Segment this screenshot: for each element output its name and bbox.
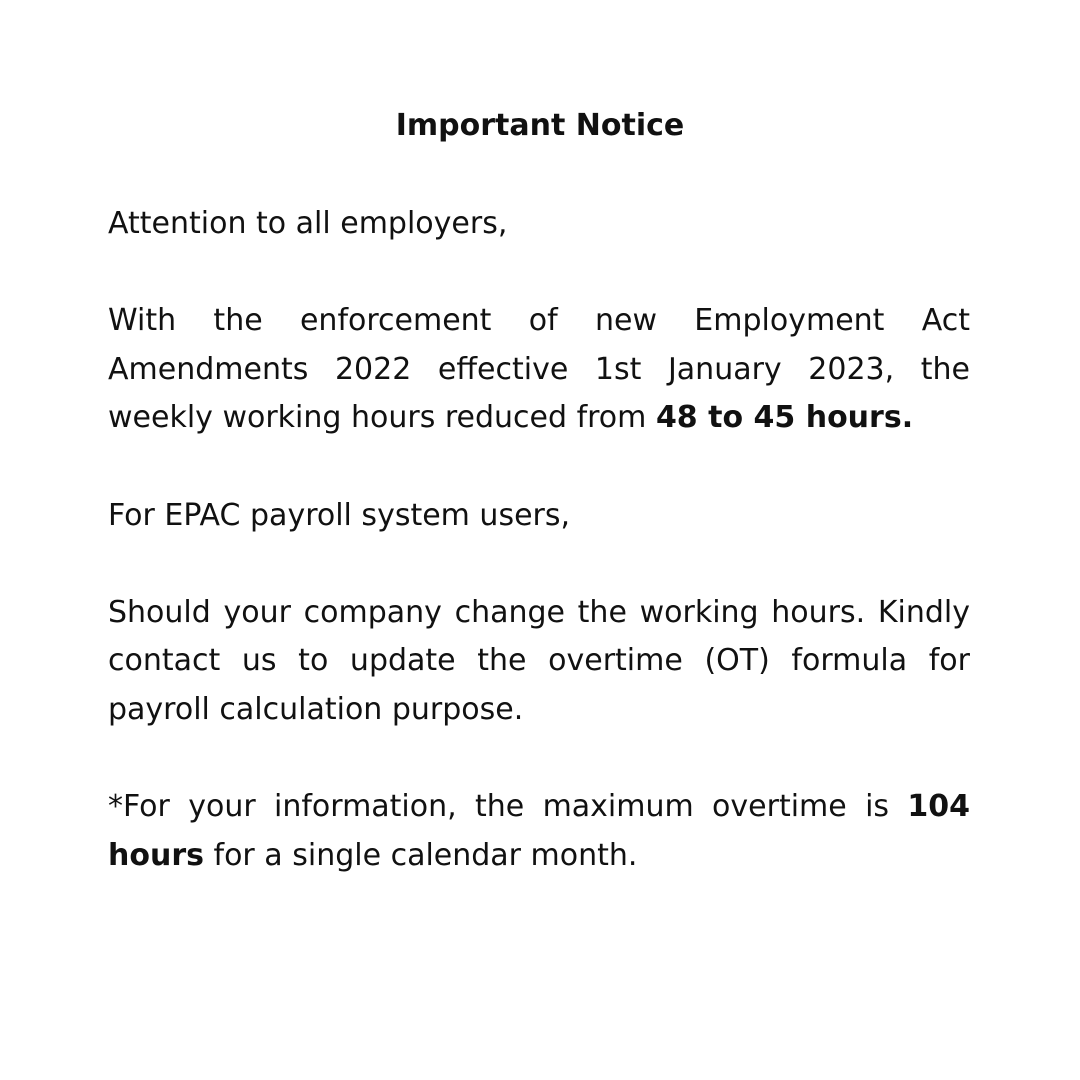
overtime-highlight: 104 hours — [108, 789, 970, 873]
overtime-text-after: for a single calendar month. — [203, 837, 638, 873]
overtime-text-before: *For your information, the maximum overtime is — [108, 789, 908, 825]
working-hours-text: With the enforcement of new Employment Act Amendments 2022 effective 1st January 2023, the weekly working hours reduced from — [108, 303, 970, 436]
notice-title: Important Notice — [395, 108, 685, 143]
notice-body — [108, 200, 970, 929]
overtime-paragraph — [108, 783, 970, 880]
contact-paragraph: Should your company change the working hours. Kindly contact us to update the overtime (OT) formula for payroll calculation purpose. — [108, 594, 970, 727]
working-hours-paragraph — [108, 297, 970, 443]
working-hours-highlight: 48 to 45 hours. — [655, 400, 914, 436]
users-line: For EPAC payroll system users, — [108, 497, 571, 533]
greeting-line: Attention to all employers, — [108, 206, 508, 241]
